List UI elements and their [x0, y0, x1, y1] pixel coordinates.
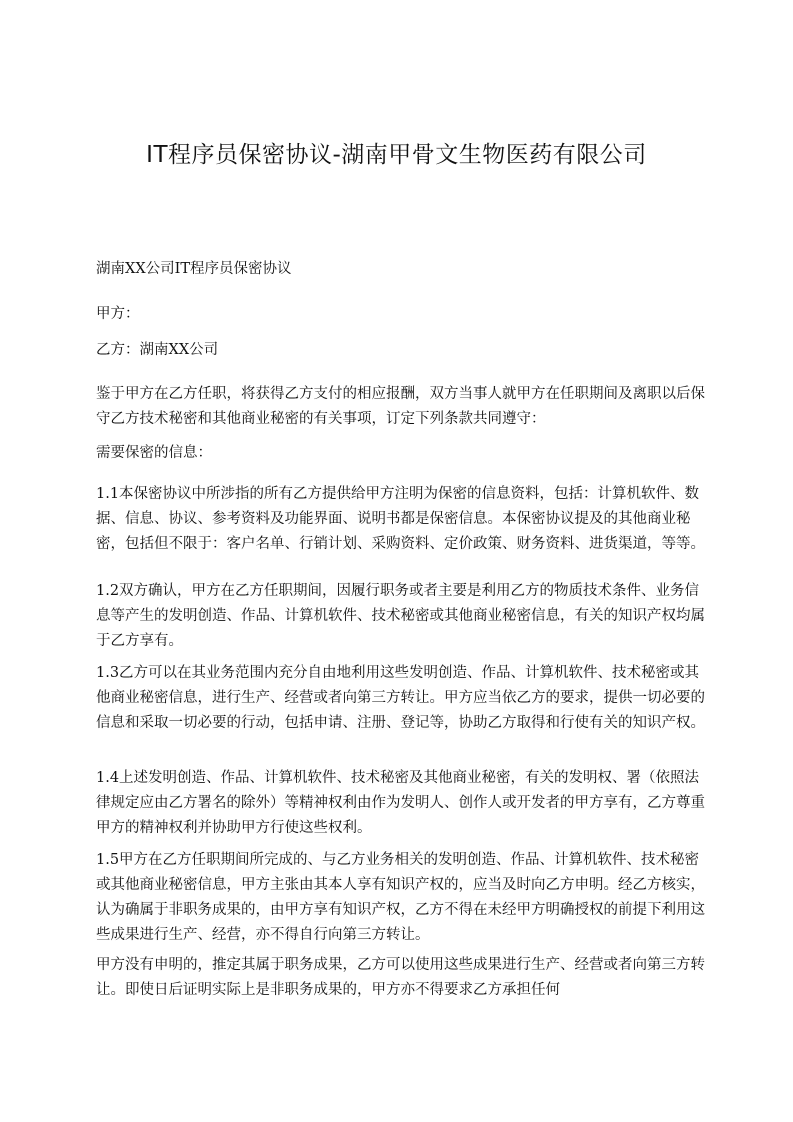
- agreement-subtitle: 湖南XX公司IT程序员保密协议: [96, 261, 292, 277]
- unclaimed-results-paragraph: 甲方没有申明的，推定其属于职务成果，乙方可以使用这些成果进行生产、经营或者向第三方转让。即使日后证明实际上是非职务成果的，甲方亦不得要求乙方承担任何: [96, 957, 705, 998]
- party-b-line: 乙方：湖南XX公司: [96, 342, 219, 358]
- clause-1-3: 1.3乙方可以在其业务范围内充分自由地利用这些发明创造、作品、计算机软件、技术秘密或其他商业秘密信息，进行生产、经营或者向第三方转让。甲方应当依乙方的要求，提供一切必要的信息和采取一切必要的行动，包括申请、注册、登记等，协助乙方取得和行使有关的知识产权。: [96, 665, 705, 731]
- preamble-paragraph: 鉴于甲方在乙方任职，将获得乙方支付的相应报酬，双方当事人就甲方在任职期间及离职以后保守乙方技术秘密和其他商业秘密的有关事项，订定下列条款共同遵守：: [96, 386, 705, 427]
- clause-1-4: 1.4上述发明创造、作品、计算机软件、技术秘密及其他商业秘密，有关的发明权、署（依照法律规定应由乙方署名的除外）等精神权利由作为发明人、创作人或开发者的甲方享有，乙方尊重甲方的精神权利并协助甲方行使这些权利。: [96, 770, 705, 836]
- party-a-line: 甲方：: [96, 306, 140, 322]
- clause-1-1: 1.1本保密协议中所涉指的所有乙方提供给甲方注明为保密的信息资料，包括：计算机软件、数据、信息、协议、参考资料及功能界面、说明书都是保密信息。本保密协议提及的其他商业秘密，包括但不限于：客户名单、行销计划、采购资料、定价政策、财务资料、进货渠道，等等。: [96, 486, 705, 552]
- clause-1-5: 1.5甲方在乙方任职期间所完成的、与乙方业务相关的发明创造、作品、计算机软件、技术秘密或其他商业秘密信息，甲方主张由其本人享有知识产权的，应当及时向乙方申明。经乙方核实，认为确属于非职务成果的，由甲方享有知识产权，乙方不得在未经甲方明确授权的前提下利用这些成果进行生产、经营，亦不得自行向第三方转让。: [96, 852, 705, 943]
- page-title: IT程序员保密协议-湖南甲骨文生物医药有限公司: [146, 142, 647, 168]
- section-heading-confidential-info: 需要保密的信息：: [96, 445, 212, 461]
- clause-1-2: 1.2双方确认，甲方在乙方任职期间，因履行职务或者主要是利用乙方的物质技术条件、业务信息等产生的发明创造、作品、计算机软件、技术秘密或其他商业秘密信息，有关的知识产权均属于乙方享有。: [96, 583, 705, 649]
